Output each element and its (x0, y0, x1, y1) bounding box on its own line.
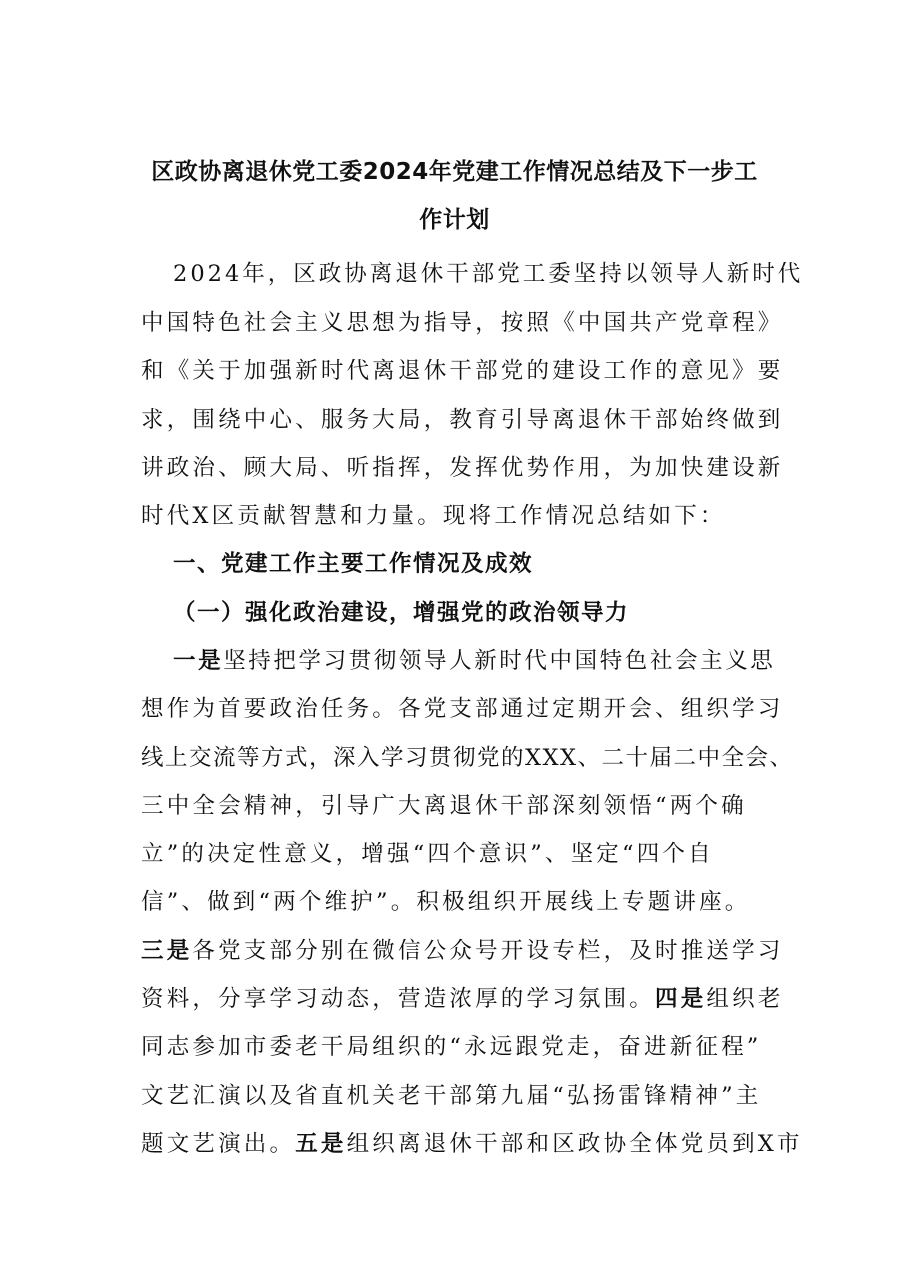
intro-line-6: 时代X区贡献智慧和力量。现将工作情况总结如下： (141, 503, 726, 529)
point-four-label: 四是 (655, 986, 707, 1012)
body-line-9: 同志参加市委老干局组织的“永远跟党走，奋进新征程” (141, 1034, 762, 1060)
body-line-7 (141, 936, 784, 966)
document-title-line-1: 区政协离退休党工委2024年党建工作情况总结及下一步工 (151, 159, 758, 185)
body-line-3: 线上交流等方式，深入学习贯彻党的XXX、二十届二中全会、 (141, 745, 794, 771)
intro-line-4: 求，围绕中心、服务大局，教育引导离退休干部始终做到 (141, 407, 784, 433)
body-line-11-text: 题文艺演出。 (141, 1131, 296, 1157)
point-three-label: 三是 (141, 938, 193, 964)
document-title-line-2: 作计划 (419, 207, 490, 233)
body-line-7-text: 各党支部分别在微信公众号开设专栏，及时推送学习 (192, 938, 784, 964)
body-line-8 (141, 984, 784, 1014)
body-line-11-tail: 组织离退休干部和区政协全体党员到X市 (346, 1131, 803, 1157)
intro-line-3: 和《关于加强新时代离退休干部党的建设工作的意见》要 (141, 358, 784, 384)
intro-line-2: 中国特色社会主义思想为指导，按照《中国共产党章程》 (141, 310, 784, 336)
body-line-10: 文艺汇演以及省直机关老干部第九届“弘扬雷锋精神”主 (141, 1083, 762, 1109)
body-line-6: 信”、做到“两个维护”。积极组织开展线上专题讲座。 (141, 889, 751, 915)
body-line-4: 三中全会精神，引导广大离退休干部深刻领悟“两个确 (141, 793, 747, 819)
intro-line-1: 2024年，区政协离退休干部党工委坚持以领导人新时代 (173, 261, 804, 287)
body-line-1-text: 坚持把学习贯彻领导人新时代中国特色社会主义思 (223, 648, 776, 674)
point-one-label: 一是 (173, 648, 224, 674)
body-line-11 (141, 1129, 803, 1159)
section-heading: 一、党建工作主要工作情况及成效 (173, 551, 534, 577)
body-line-1 (173, 646, 813, 676)
subsection-heading: （一）强化政治建设，增强党的政治领导力 (173, 600, 630, 626)
intro-line-5: 讲政治、顾大局、听指挥，发挥优势作用，为加快建设新 (141, 455, 784, 481)
body-line-8-tail: 组织老 (706, 986, 784, 1012)
body-line-2: 想作为首要政治任务。各党支部通过定期开会、组织学习 (141, 696, 784, 722)
body-line-5: 立”的决定性意义，增强“四个意识”、坚定“四个自 (141, 841, 714, 867)
point-five-label: 五是 (295, 1131, 347, 1157)
body-line-8-text: 资料，分享学习动态，营造浓厚的学习氛围。 (141, 986, 656, 1012)
